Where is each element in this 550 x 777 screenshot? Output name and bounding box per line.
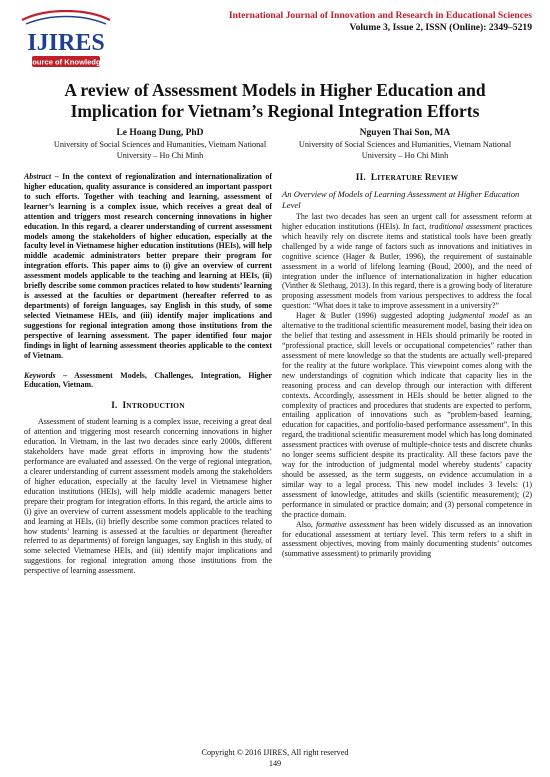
text-run: practices which heavily rely on discrete items and statistical tools have been greatly challenged by a wide range of factors such as innovations and initiatives in cognitive science (Hager & Butler, 1996), the requirement of sustainable assessment in a world of lifelong learning (Boud, 2000), and the need of integration under the influence of internationalization in higher education (Vinther & Slethaug, 2013). In this regard, there is a growing body of literature proposing assessment models from various perspectives to address the focal question: “What does it take to improve assessment in a university?” <box>282 221 532 311</box>
emphasis-text: judgmental model <box>449 311 509 321</box>
text-run: as an alternative to the traditional scientific measurement model, basing their idea on the belief that testing and assessment in HEIs should primarily be rooted in “professional practice, skill levels or occupational competencies” rather than assessment of mere knowledge so that the students are actually well-prepared for the reality at the future workplace. This viewpoint comes along with the new understandings of cognition which indicate that capacity lies in the reasoning process and can develop through our interaction with different contexts. Accordingly, assessment in HEIs should be better aligned to the complexity of practices and procedures that students are expected to perform, entailing application of innovations such as “problem-based learning, education for capacities, and portfolio-based performance assessment”. In this regard, the traditional scientific measurement model which has long dominated assessment practices with overuse of multiple-choice tests and discrete chunks no longer seems sufficient despite its practicality. All these factors pave the way for the introduction of judgmental model whereby students’ capacity should be assessed, as the term suggests, on evidence accumulation in a similar way to a legal process. This new model includes 3 levels: (1) assessment of knowledge, attitudes and skills (scientific measurement); (2) performance in simulated or practice domain; and (3) personal competence in the practice domain. <box>282 311 533 519</box>
section-number: II. <box>355 172 366 182</box>
body-paragraph <box>282 520 532 560</box>
page-number: 149 <box>268 758 282 768</box>
journal-name: International Journal of Innovation and Research in Educational Sciences <box>228 10 532 21</box>
section-title-part: ITERATURE <box>377 173 423 182</box>
text-run: has been widely discussed as an innovation for educational assessment at tertiary level. This term refers to a shift in assessment objectives, moving from mainly documenting students’ outcomes (summative assessment) to primarily providing <box>282 519 532 559</box>
left-column <box>24 172 272 576</box>
section-title-rest: NTRODUCTION <box>126 401 185 411</box>
logo-graphic <box>16 10 116 72</box>
author-affiliation: University of Social Sciences and Humanities, Vietnam National University – Ho Chi Minh <box>53 140 267 160</box>
copyright-notice: Copyright © 2016 IJIRES, All right reserved <box>201 748 349 757</box>
page-footer <box>0 748 550 769</box>
section-title-part: R <box>424 172 432 182</box>
section-heading-literature-review <box>282 172 532 183</box>
section-number: I. <box>111 400 118 411</box>
keywords-text: – Assessment Models, Challenges, Integration, Higher Education, Vietnam. <box>24 370 272 390</box>
author-block-2 <box>282 127 528 161</box>
abstract-text: – In the context of regionalization and internationalization of higher education, quality assurance is considered an important passport to such efforts. Together with teaching and learning, assessment of learner’s learning is a complex issue, which receives a great deal of attention and triggers most research concerning innovations in higher education. In this regard, a clearer understanding of current assessment models among the stakeholders of higher education, especially at the faculty level in Vietnamese higher education institutions (HEIs), will help middle academic administrators better prepare their program for integration efforts. This paper aims to (i) give an overview of current assessment models applicable to the teaching and learning at HEIs, (ii) briefly describe some common practices related to how students’ learning is assessed at the faculties or department (hereafter referred to as departments) of foreign languages, say English in this study, of some selected Vietnamese HEIs, and (iii) identify major implications and suggestions for regional integration among those institutions from the perspective of learning assessment. The paper identified four major findings in light of learning assessment theories applicable to the context of Vietnam. <box>24 172 272 360</box>
abstract-label: Abstract <box>24 172 52 181</box>
author-block-1 <box>40 127 280 161</box>
text-run: Hager & Butler (1996) suggested adopting <box>296 311 450 321</box>
emphasis-text: traditional assessment <box>429 221 502 231</box>
section-title-part: EVIEW <box>431 173 459 182</box>
introduction-paragraph: Assessment of student learning is a complex issue, receiving a great deal of attention and triggering most research concerning innovations in higher education. In Vietnam, in the last two decades since early 2000s, different stakeholders have made great efforts in improving how the students’ performance are evaluated and assessed. On the verge of regional integration, a clearer understanding of current assessment models among the stakeholders of higher education, especially at the faculty level in Vietnamese higher education institutions (HEIs), will help middle academic managers better prepare their program for integration efforts. In this regard, the article aims to (i) give an overview of current assessment models applicable to the teaching and learning at HEIs, (ii) briefly describe some common practices related to how students’ learning is assessed at the faculties or department (hereafter referred to as departments) of foreign languages, say English in this study, of some selected Vietnamese HEIs, and (iii) identify major implications and suggestions for regional integration among those institutions from the perspective of learning assessment. <box>24 417 272 576</box>
author-affiliation: University of Social Sciences and Humanities, Vietnam National University – Ho Chi Minh <box>298 140 512 160</box>
abstract <box>24 172 272 361</box>
logo-tagline: Source of Knowledge <box>27 57 105 67</box>
logo-text: IJIRES <box>27 30 105 56</box>
subsection-heading: An Overview of Models of Learning Assessment at Higher Education Level <box>282 189 520 210</box>
author-name: Le Hoang Dung, PhD <box>116 128 204 138</box>
section-title-part: L <box>370 172 378 182</box>
body-paragraph <box>282 311 532 519</box>
journal-logo <box>16 10 116 72</box>
paper-title: A review of Assessment Models in Higher Education and Implication for Vietnam’s Regional Integration Efforts <box>64 80 486 121</box>
body-paragraph <box>282 212 532 311</box>
journal-volume: Volume 3, Issue 2, ISSN (Online): 2349–5219 <box>349 22 532 33</box>
text-run: The last two decades has seen an urgent call for assessment reform at higher education institutions (HEIs). In fact, <box>282 212 532 231</box>
emphasis-text: formative assessment <box>316 519 385 529</box>
section-heading-introduction <box>24 400 272 411</box>
journal-header <box>229 10 532 34</box>
keywords <box>24 371 272 391</box>
right-column <box>282 172 532 559</box>
text-run: Also, <box>296 519 317 529</box>
keywords-label: Keywords <box>24 370 56 380</box>
section-title-first: I <box>122 400 127 411</box>
author-name: Nguyen Thai Son, MA <box>359 128 451 138</box>
